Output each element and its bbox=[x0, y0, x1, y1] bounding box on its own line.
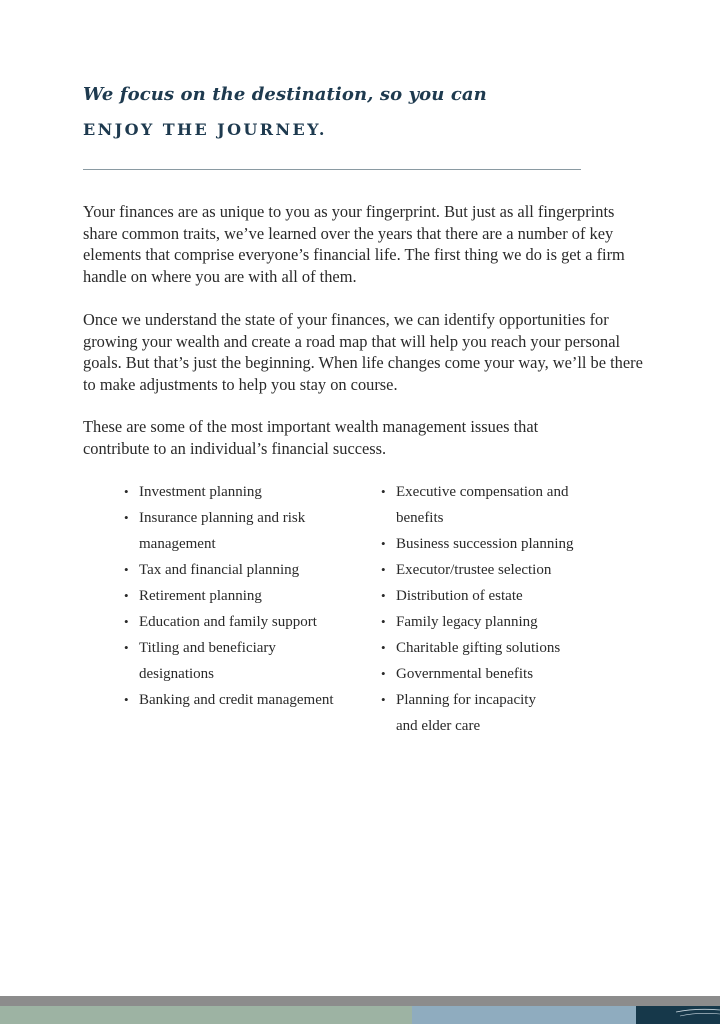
list-item bbox=[381, 635, 621, 661]
paragraph-issues-lead: These are some of the most important wealth management issues that contribute to an individual’s financial success. bbox=[83, 417, 539, 458]
bullet-icon: • bbox=[124, 510, 129, 525]
list-item bbox=[124, 557, 339, 583]
list-item-label: Executive compensation and benefits bbox=[396, 484, 569, 526]
bullet-icon: • bbox=[124, 692, 129, 707]
footer-band-blue bbox=[412, 1006, 636, 1024]
list-item-label: Tax and financial planning bbox=[139, 562, 300, 578]
issues-list-left bbox=[124, 479, 364, 713]
list-item-label: Governmental benefits bbox=[396, 666, 534, 682]
bullet-icon: • bbox=[381, 562, 386, 577]
list-item bbox=[381, 531, 621, 557]
decorative-lines-icon bbox=[636, 1006, 720, 1024]
list-item bbox=[381, 479, 571, 531]
list-item bbox=[124, 687, 379, 713]
paragraph-approach: Once we understand the state of your finances, we can identify opportunities for growing your wealth and create a road map that will help you reach your personal goals. But that’s just the beginning. When life changes come your way, we’ll be there to make adjustments to help you stay on course. bbox=[83, 310, 643, 394]
list-item bbox=[381, 687, 556, 739]
heading-divider bbox=[83, 169, 581, 170]
list-item-label: Executor/trustee selection bbox=[396, 562, 552, 578]
bullet-icon: • bbox=[381, 692, 386, 707]
bullet-icon: • bbox=[381, 666, 386, 681]
footer-band-navy bbox=[636, 1006, 720, 1024]
list-item bbox=[381, 557, 621, 583]
bullet-icon: • bbox=[124, 484, 129, 499]
section-heading-intro: We focus on the destination, so you can bbox=[83, 84, 487, 105]
list-item bbox=[124, 635, 294, 687]
bullet-icon: • bbox=[124, 640, 129, 655]
list-item-label: Distribution of estate bbox=[396, 588, 523, 604]
footer-band-gray bbox=[0, 996, 720, 1006]
list-item bbox=[124, 479, 309, 505]
bullet-icon: • bbox=[381, 484, 386, 499]
list-item-label: Investment planning bbox=[139, 484, 262, 500]
list-item bbox=[124, 505, 309, 557]
bullet-icon: • bbox=[381, 640, 386, 655]
bullet-icon: • bbox=[124, 614, 129, 629]
list-item-label: Insurance planning and risk management bbox=[139, 510, 306, 552]
bullet-icon: • bbox=[381, 536, 386, 551]
section-heading-title: ENJOY THE JOURNEY. bbox=[83, 120, 327, 139]
footer-band-sage bbox=[0, 1006, 412, 1024]
bullet-icon: • bbox=[124, 562, 129, 577]
list-item-label: Business succession planning bbox=[396, 536, 574, 552]
list-item bbox=[381, 583, 621, 609]
list-item bbox=[124, 583, 339, 609]
list-item bbox=[381, 661, 621, 687]
list-item-label: Education and family support bbox=[139, 614, 317, 630]
list-item bbox=[124, 609, 359, 635]
paragraph-intro: Your finances are as unique to you as your fingerprint. But just as all fingerprints share common traits, we’ve learned over the years that there are a number of key elements that comprise everyone’s financial life. The first thing we do is get a firm handle on where you are with all of them. bbox=[83, 202, 625, 286]
list-item bbox=[381, 609, 621, 635]
list-item-label: Titling and beneficiary designations bbox=[139, 640, 276, 682]
list-item-label: Charitable gifting solutions bbox=[396, 640, 561, 656]
bullet-icon: • bbox=[124, 588, 129, 603]
list-item-label: Banking and credit management bbox=[139, 692, 334, 708]
issues-list-right bbox=[381, 479, 611, 739]
bullet-icon: • bbox=[381, 588, 386, 603]
list-item-label: Planning for incapacity and elder care bbox=[396, 692, 536, 734]
bullet-icon: • bbox=[381, 614, 386, 629]
list-item-label: Family legacy planning bbox=[396, 614, 538, 630]
footer-color-bar bbox=[0, 996, 720, 1024]
list-item-label: Retirement planning bbox=[139, 588, 262, 604]
